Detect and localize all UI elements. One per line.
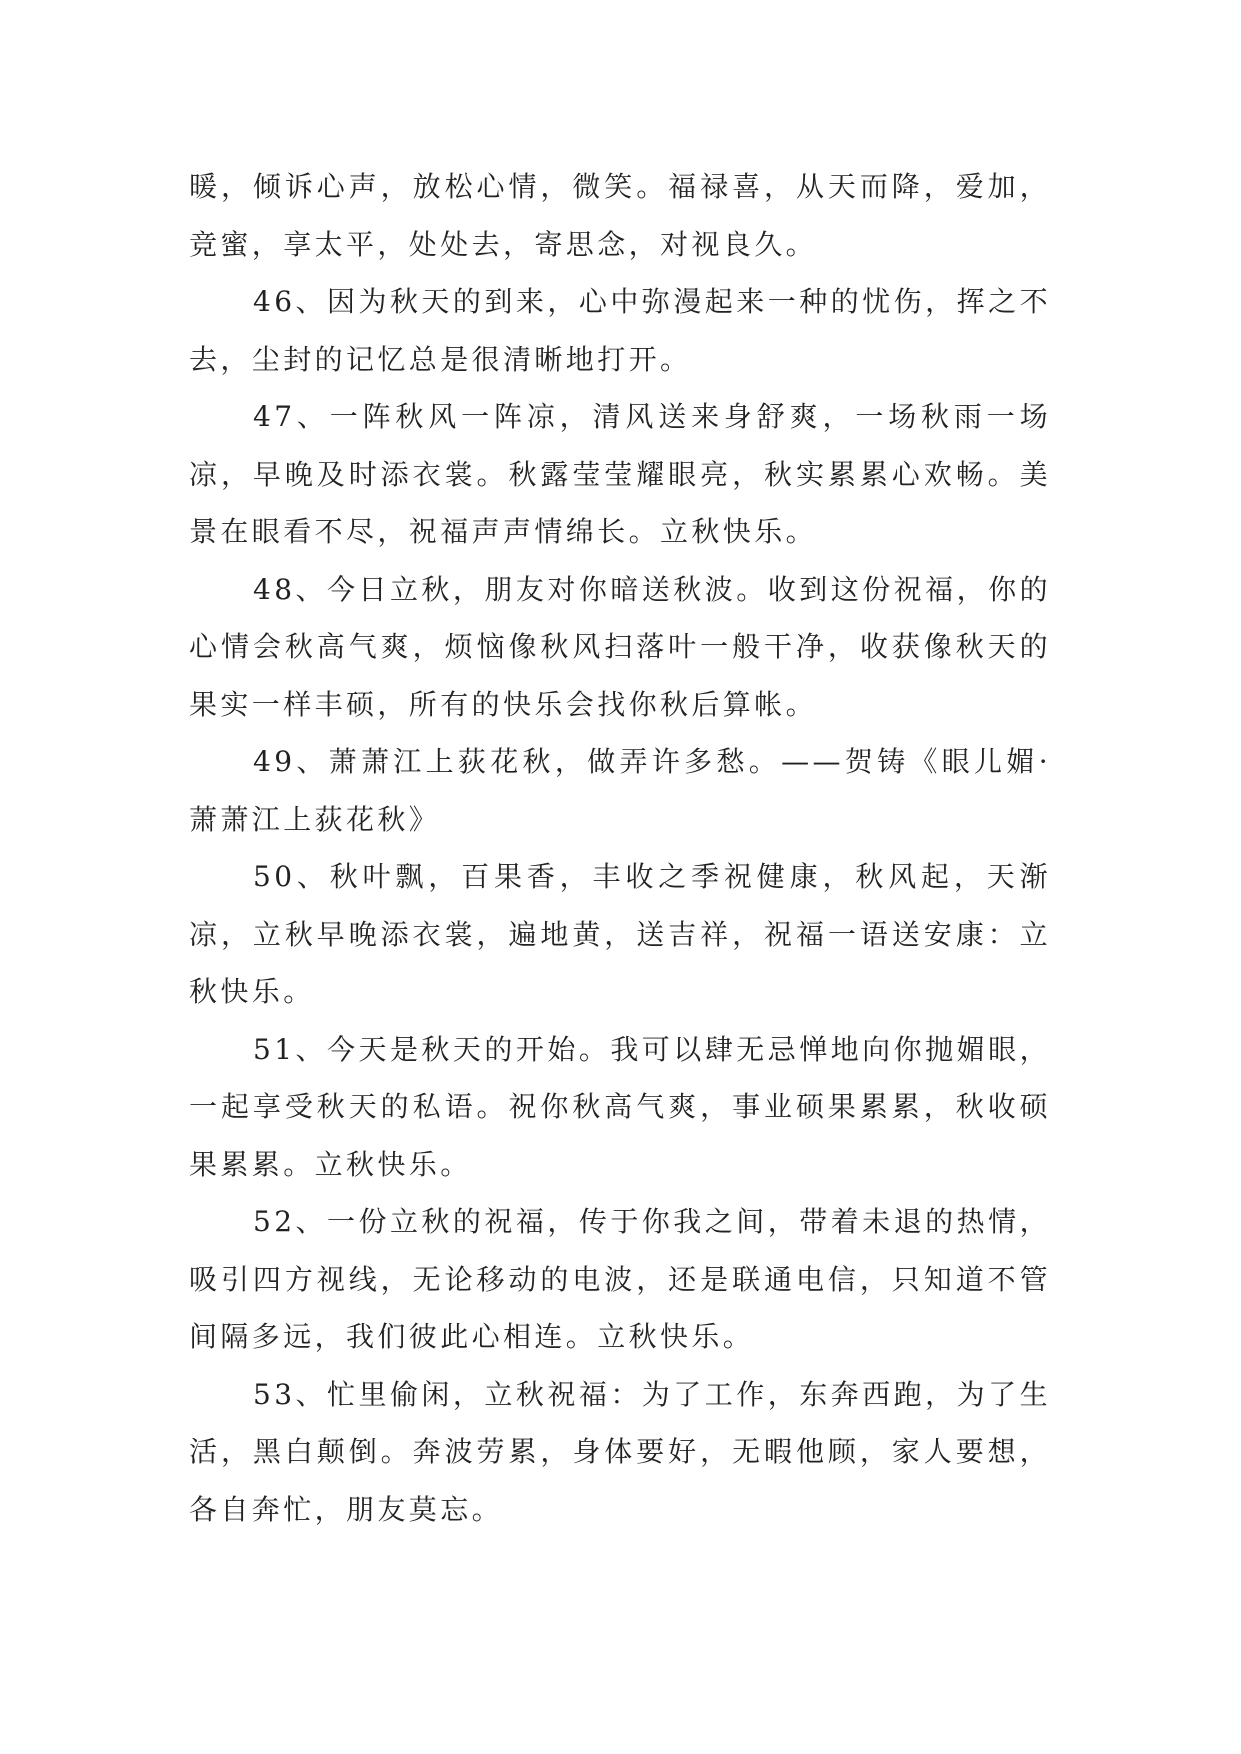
paragraph-46: 46、因为秋天的到来，心中弥漫起来一种的忧伤，挥之不去，尘封的记忆总是很清晰地打开。 xyxy=(189,285,1051,376)
paragraph-50: 50、秋叶飘，百果香，丰收之季祝健康，秋风起，天渐凉，立秋早晚添衣裳，遍地黄，送吉祥，祝福一语送安康：立秋快乐。 xyxy=(189,860,1051,1008)
paragraph-48: 48、今日立秋，朋友对你暗送秋波。收到这份祝福，你的心情会秋高气爽，烦恼像秋风扫落叶一般干净，收获像秋天的果实一样丰硕，所有的快乐会找你秋后算帐。 xyxy=(189,572,1051,721)
document-body xyxy=(189,158,1051,1538)
paragraph-continuation: 暖，倾诉心声，放松心情，微笑。福禄喜，从天而降，爱加，竞蜜，享太平，处处去，寄思念，对视良久。 xyxy=(189,170,1051,261)
paragraph-53: 53、忙里偷闲，立秋祝福：为了工作，东奔西跑，为了生活，黑白颠倒。奔波劳累，身体要好，无暇他顾，家人要想，各自奔忙，朋友莫忘。 xyxy=(189,1377,1051,1526)
paragraph-47: 47、一阵秋风一阵凉，清风送来身舒爽，一场秋雨一场凉，早晚及时添衣裳。秋露莹莹耀眼亮，秋实累累心欢畅。美景在眼看不尽，祝福声声情绵长。立秋快乐。 xyxy=(189,400,1051,548)
paragraph-51: 51、今天是秋天的开始。我可以肆无忌惮地向你抛媚眼，一起享受秋天的私语。祝你秋高气爽，事业硕果累累，秋收硕果累累。立秋快乐。 xyxy=(189,1032,1051,1181)
paragraph-49: 49、萧萧江上荻花秋，做弄许多愁。——贺铸《眼儿媚·萧萧江上荻花秋》 xyxy=(189,745,1051,836)
paragraph-52: 52、一份立秋的祝福，传于你我之间，带着未退的热情，吸引四方视线，无论移动的电波，还是联通电信，只知道不管间隔多远，我们彼此心相连。立秋快乐。 xyxy=(189,1205,1051,1353)
